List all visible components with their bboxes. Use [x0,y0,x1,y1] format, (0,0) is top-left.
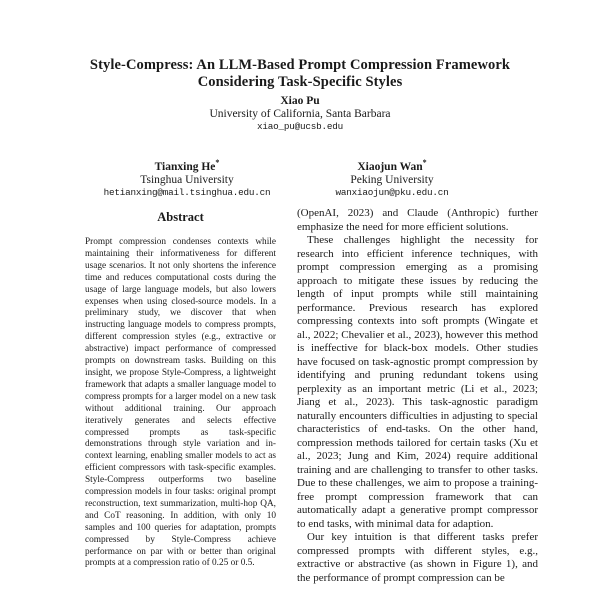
author-email: wanxiaojun@pku.edu.cn [335,186,449,198]
author-affiliation: Peking University [350,174,434,186]
introduction-column [297,207,538,585]
author-block-secondary [103,158,271,199]
author-name [104,158,271,174]
author-block-primary [0,95,600,133]
author-name-text: Tianxing He [154,161,216,173]
intro-paragraph: Our key intuition is that different tasks prefer compressed prompts with different styles, e.g., extractive or abstractive (as shown in Figure 1), and the performance of prompt compression can be [297,531,538,584]
intro-paragraph-continuation: (OpenAI, 2023) and Claude (Anthropic) further emphasize the need for more efficient solutions. [297,207,538,233]
paper-title-line-1: Style-Compress: An LLM-Based Prompt Compression Framework [89,57,511,73]
author-email: xiao_pu@ucsb.edu [256,120,344,132]
paper-title-line-2: Considering Task-Specific Styles [197,74,403,90]
author-name [336,158,449,174]
author-affiliation: Tsinghua University [140,174,234,186]
paper-title [0,57,600,91]
author-footnote-marker: * [422,158,427,168]
author-name-text: Xiaojun Wan [357,161,423,173]
author-affiliation: University of California, Santa Barbara [209,108,391,120]
author-email: hetianxing@mail.tsinghua.edu.cn [103,186,271,198]
author-name: Xiao Pu [280,95,320,107]
abstract-body: Prompt compression condenses contexts while maintaining their informativeness for different usage scenarios. It not only shortens the inference time and reduces computational costs during the usage of large language models, but also lowers expenses when using closed-source models. In a preliminary study, we discover that when instructing language models to compress prompts, different compression styles (e.g., extractive or abstractive) impact performance of compressed prompts on downstream tasks. Building on this insight, we propose Style-Compress, a lightweight framework that adapts a smaller language model to compress prompts for a larger model on a new task without additional training. Our approach iteratively generates and selects effective compressed prompts as task-specific demonstrations through style variation and in-context learning, enabling smaller models to act as efficient compressors with task-specific examples. Style-Compress outperforms two baseline compression models in four tasks: original prompt reconstruction, text summarization, multi-hop QA, and CoT reasoning. In addition, with only 10 samples and 100 queries for adaptation, prompts compressed by Style-Compress achieve performance on par with or better than original prompts at a compression ratio of 0.25 or 0.5. [85,237,276,569]
intro-paragraph: These challenges highlight the necessity for research into efficient inference techniques, with prompt compression emerging as a promising approach to mitigate these issues by reducing the length of input prompts while still maintaining performance. Previous research has explored compressing contexts into soft prompts (Wingate et al., 2022; Chevalier et al., 2023), however this method is ineffective for black-box models. Other studies have focused on task-agnostic prompt compression by identifying and pruning redundant tokens using perplexity as an important metric (Li et al., 2023; Jiang et al., 2023). This task-agnostic paradigm naturally encounters difficulties in adjusting to special characteristics of end-tasks. On the other hand, compression methods tailored for certain tasks (Xu et al., 2023; Jung and Kim, 2024) require additional training and are challenging to transfer to other tasks. Due to these challenges, we aim to propose a training-free prompt compression framework that can automatically adapt a generative prompt compressor to end tasks, with minimal data for adaption. [297,234,538,530]
author-footnote-marker: * [215,158,220,168]
author-block-tertiary [335,158,449,199]
abstract-heading: Abstract [157,210,204,224]
